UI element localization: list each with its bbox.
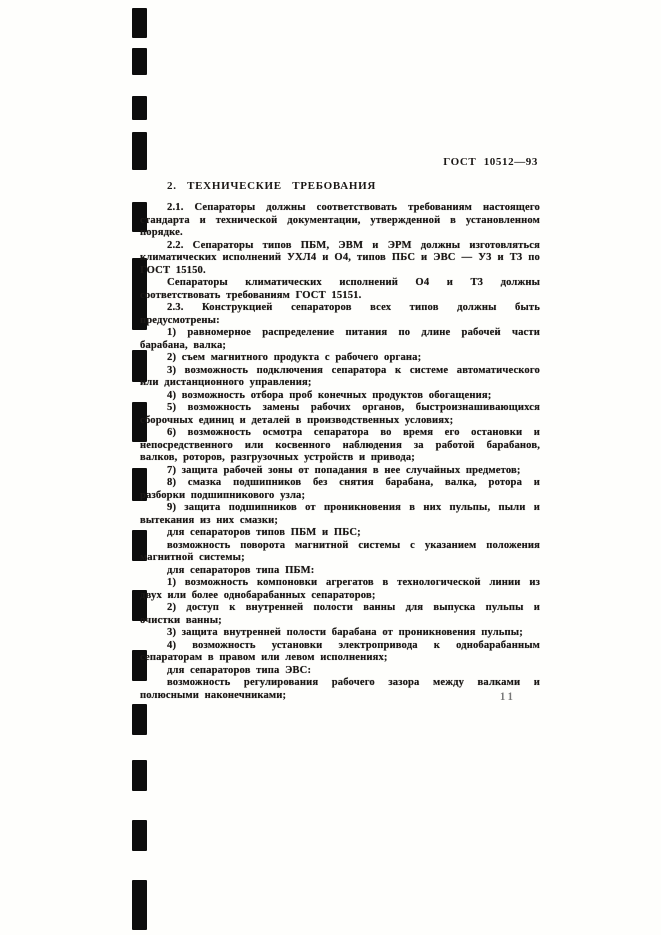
paragraph-13: 9) защита подшипников от проникновения в них пульпы, пыли и вытекания из них смазки; [140, 502, 540, 526]
paragraph-5: 1) равномерное распределение питания по длине рабочей части барабана, валка; [140, 327, 540, 351]
paragraph-6: 2) съем магнитного продукта с рабочего органа; [167, 352, 422, 363]
paragraph-22: возможность регулирования рабочего зазора между валками и полюсными наконечниками; [140, 677, 540, 701]
paragraph-3: Сепараторы климатических исполнений О4 и Т3 должны соответствовать требованиям ГОСТ 15151. [140, 277, 540, 301]
paragraph-20: 4) возможность установки электропривода к однобарабанным сепараторам в правом или левом исполнениях; [140, 639, 540, 663]
paragraph-2: 2.2. Сепараторы типов ПБМ, ЭВМ и ЭРМ должны изготовляться климатических исполнений УХЛ4 и О4, типов ПБС и ЭВС — У3 и Т3 по ГОСТ 15150. [140, 239, 540, 276]
paragraph-1: 2.1. Сепараторы должны соответствовать требованиям настоящего стандарта и технической документации, утвержденной в установленном порядке. [140, 202, 540, 238]
paragraph-18: 2) доступ к внутренней полости ванны для выпуска пульпы и очистки ванны; [140, 602, 540, 626]
paragraph-16: для сепараторов типа ПБМ: [167, 564, 315, 576]
paragraph-15: возможность поворота магнитной системы с указанием положения магнитной системы; [140, 539, 540, 563]
document-number-header: ГОСТ 10512—93 [443, 156, 538, 168]
paragraph-7: 3) возможность подключения сепаратора к системе автоматического или дистанционного управления; [140, 364, 540, 388]
scan-mark [132, 820, 147, 851]
paragraph-4: 2.3. Конструкцией сепараторов всех типов должны быть предусмотрены: [140, 302, 540, 326]
paragraph-14: для сепараторов типов ПБМ и ПБС; [167, 527, 361, 538]
paragraph-11: 7) защита рабочей зоны от попадания в нее случайных предметов; [167, 464, 521, 476]
paragraph-12: 8) смазка подшипников без снятия барабана, валка, ротора и разборки подшипникового узла; [140, 477, 540, 501]
scan-mark [132, 880, 147, 930]
scan-mark [132, 48, 147, 75]
paragraph-8: 4) возможность отбора проб конечных продуктов обогащения; [167, 389, 492, 401]
paragraph-17: 1) возможность компоновки агрегатов в технологической линии из двух или более однобарабанных сепараторов; [140, 577, 540, 601]
body-text [140, 202, 540, 702]
scan-mark [132, 760, 147, 791]
text-column [140, 156, 540, 702]
section-heading: 2. ТЕХНИЧЕСКИЕ ТРЕБОВАНИЯ [167, 180, 376, 192]
paragraph-21: для сепараторов типа ЭВС: [167, 664, 312, 676]
paragraph-19: 3) защита внутренней полости барабана от проникновения пульпы; [167, 627, 523, 638]
paragraph-9: 5) возможность замены рабочих органов, быстроизнашивающихся сборочных единиц и деталей в производственных условиях; [140, 402, 540, 426]
scan-mark [132, 8, 147, 38]
page-number: 11 [500, 691, 516, 704]
paragraph-10: 6) возможность осмотра сепаратора во время его остановки и непосредственного или косвенного наблюдения за работой барабанов, валков, роторов, разгрузочных устройств и привода; [140, 427, 540, 463]
scan-mark [132, 704, 147, 735]
scan-mark [132, 96, 147, 120]
